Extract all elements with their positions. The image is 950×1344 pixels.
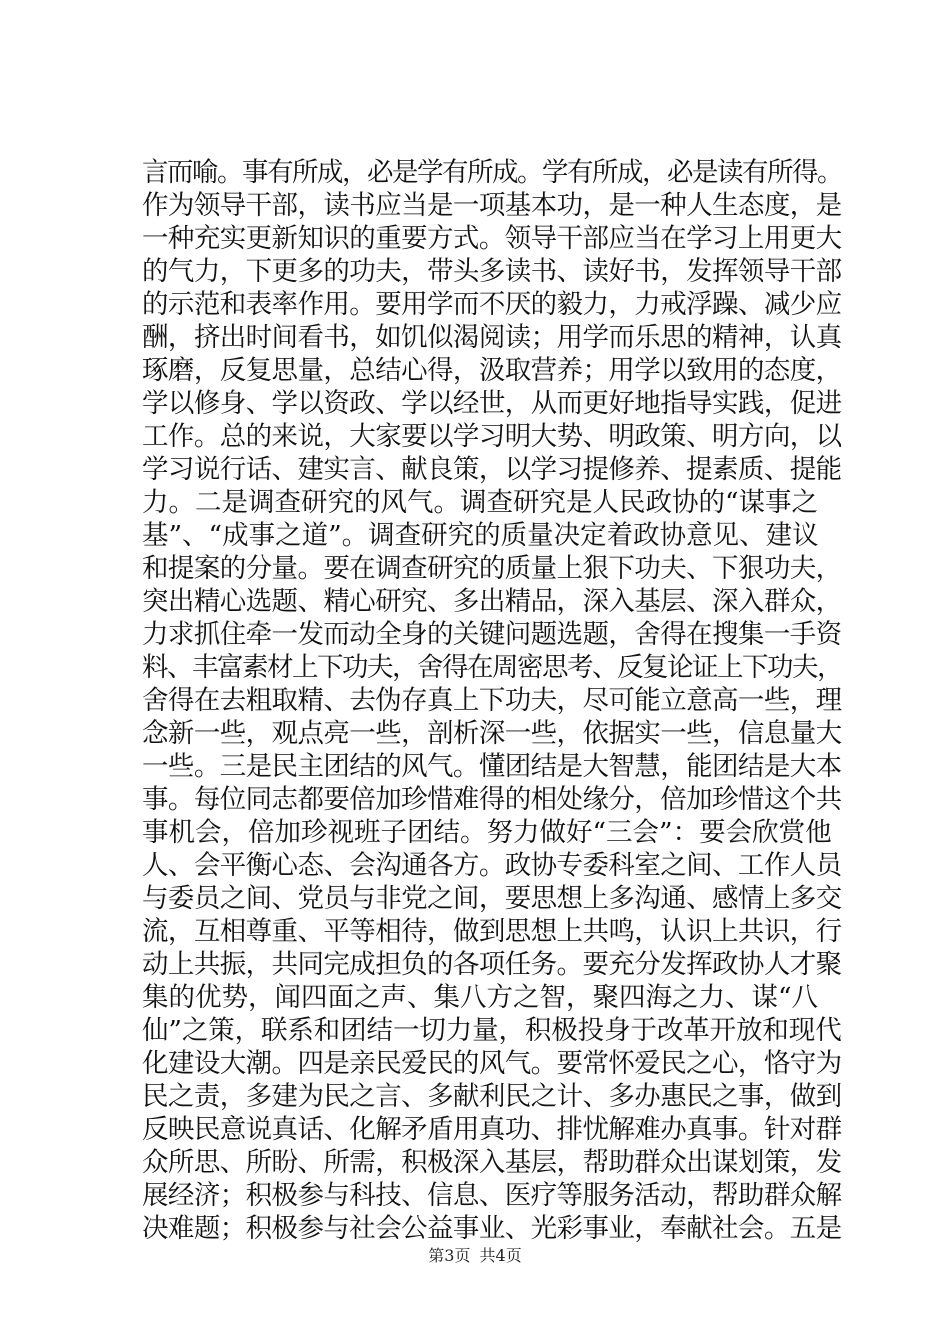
text-line: 学习说行话、建实言、献良策，以学习提修养、提素质、提能 [142,454,842,485]
text-line: 流，互相尊重、平等相待，做到思想上共鸣，认识上共识，行 [142,916,842,947]
text-line: 动上共振，共同完成担负的各项任务。要充分发挥政协人才聚 [142,949,842,980]
text-line: 众所思、所盼、所需，积极深入基层，帮助群众出谋划策，发 [142,1147,842,1178]
text-line: 酬，挤出时间看书，如饥似渴阅读；用学而乐思的精神，认真 [142,322,842,353]
text-line: 的示范和表率作用。要用学而不厌的毅力，力戒浮躁、减少应 [142,289,842,320]
text-line: 的气力，下更多的功夫，带头多读书、读好书，发挥领导干部 [142,256,842,287]
text-line: 人、会平衡心态、会沟通各方。政协专委科室之间、工作人员 [142,850,842,881]
text-line: 作为领导干部，读书应当是一项基本功，是一种人生态度，是 [142,190,842,221]
text-line: 力求抓住牵一发而动全身的关键问题选题，舍得在搜集一手资 [142,619,842,650]
text-line: 基”、“成事之道”。调查研究的质量决定着政协意见、建议 [142,520,819,551]
text-line: 言而喻。事有所成，必是学有所成。学有所成，必是读有所得。 [142,157,842,188]
text-line: 化建设大潮。四是亲民爱民的风气。要常怀爱民之心，恪守为 [142,1048,842,1079]
text-line: 一些。三是民主团结的风气。懂团结是大智慧，能团结是大本 [142,751,842,782]
text-line: 事。每位同志都要倍加珍惜难得的相处缘分，倍加珍惜这个共 [142,784,842,815]
text-line: 事机会，倍加珍视班子团结。努力做好“三会”：要会欣赏他 [142,817,832,848]
text-line: 突出精心选题、精心研究、多出精品，深入基层、深入群众， [142,586,842,617]
text-line: 仙”之策，联系和团结一切力量，积极投身于改革开放和现代 [142,1015,842,1046]
text-line: 学以修身、学以资政、学以经世，从而更好地指导实践，促进 [142,388,842,419]
text-line: 舍得在去粗取精、去伪存真上下功夫，尽可能立意高一些，理 [142,685,842,716]
text-line: 念新一些，观点亮一些，剖析深一些，依据实一些，信息量大 [142,718,842,749]
page-total: 共4页 [479,1246,522,1265]
body-text [142,156,842,1245]
text-line: 一种充实更新知识的重要方式。领导干部应当在学习上用更大 [142,223,842,254]
text-line: 展经济；积极参与科技、信息、医疗等服务活动，帮助群众解 [142,1180,842,1211]
text-line: 集的优势，闻四面之声、集八方之智，聚四海之力、谋“八 [142,982,819,1013]
text-line: 力。二是调查研究的风气。调查研究是人民政协的“谋事之 [142,487,819,518]
text-line: 料、丰富素材上下功夫，舍得在周密思考、反复论证上下功夫， [142,652,842,683]
text-line: 反映民意说真话、化解矛盾用真功、排忧解难办真事。针对群 [142,1114,842,1145]
page-number: 第3页 [428,1246,471,1265]
text-line: 琢磨，反复思量，总结心得，汲取营养；用学以致用的态度， [142,355,842,386]
text-line: 民之责，多建为民之言、多献利民之计、多办惠民之事，做到 [142,1081,842,1112]
text-line: 决难题；积极参与社会公益事业、光彩事业，奉献社会。五是 [142,1213,842,1244]
text-line: 与委员之间、党员与非党之间，要思想上多沟通、感情上多交 [142,883,842,914]
page-footer [0,1246,950,1266]
text-line: 工作。总的来说，大家要以学习明大势、明政策、明方向，以 [142,421,842,452]
text-line: 和提案的分量。要在调查研究的质量上狠下功夫、下狠功夫， [142,553,842,584]
